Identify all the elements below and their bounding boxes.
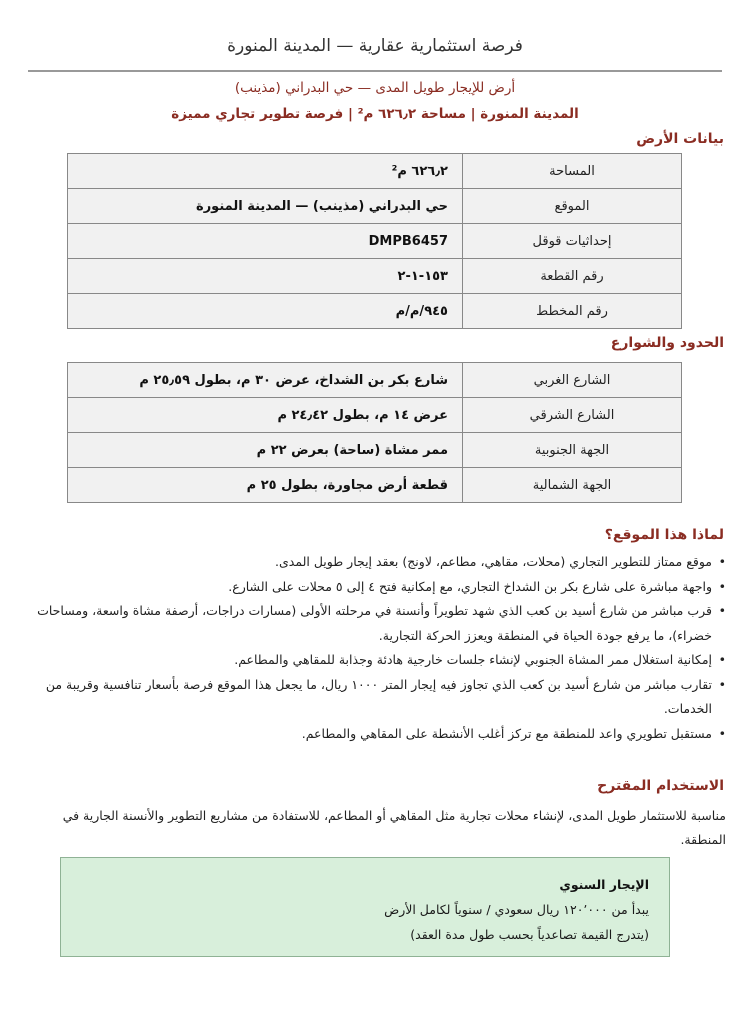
page-subtitle: أرض للإيجار طويل المدى — حي البدراني (مذينب) [234,80,516,96]
page-title: فرصة استثمارية عقارية — المدينة المنورة [227,36,523,56]
table-row [68,224,682,259]
rent-amount: يبدأ من ١٢٠٬٠٠٠ ريال سعودي / سنوياً لكامل الأرض [384,902,649,917]
row-value: ١٥٣-١-٢ [68,259,463,294]
row-label: الشارع الشرقي [463,398,682,433]
table-row [68,468,682,503]
bullet-icon: • [718,725,726,741]
row-label: الموقع [463,189,682,224]
row-value: عرض ١٤ م، بطول ٢٤٫٤٢ م [68,398,463,433]
row-label: المساحة [463,154,682,189]
rent-note: (يتدرج القيمة تصاعدياً بحسب طول مدة العقد) [410,927,649,942]
table-row [68,363,682,398]
list-item [20,648,726,673]
list-item-text: قرب مباشر من شارع أسيد بن كعب الذي شهد تطويراً وأنسنة في مرحلته الأولى (مسارات دراجات، أرصفة مشاة واسعة، ومساحات خضراء)، ما يرفع جودة الحياة في المنطقة ويعزز الحركة التجارية. [37,603,712,643]
land-table [67,153,682,329]
list-item-text: موقع ممتاز للتطوير التجاري (محلات، مقاهي، مطاعم، لاونج) بعقد إيجار طويل المدى. [275,554,712,569]
row-label: رقم المخطط [463,294,682,329]
row-value: قطعة أرض مجاورة، بطول ٢٥ م [68,468,463,503]
usage-heading: الاستخدام المقترح [597,778,724,794]
list-item-text: تقارب مباشر من شارع أسيد بن كعب الذي تجاوز فيه إيجار المتر ١٠٠٠ ريال، ما يجعل هذا الموقع فرصة بأسعار تنافسية وقريبة من الخدمات. [45,676,712,716]
list-item [20,599,726,648]
table-row [68,189,682,224]
bullet-icon: • [718,652,726,667]
list-item [20,673,726,722]
why-heading: لماذا هذا الموقع؟ [604,527,724,543]
borders-heading: الحدود والشوارع [610,335,724,351]
row-label: إحداثيات قوقل [463,224,682,259]
row-value: ٦٢٦٫٢ م² [68,154,463,189]
row-label: الجهة الشمالية [463,468,682,503]
row-value: حي البدراني (مذينب) — المدينة المنورة [68,189,463,224]
bullet-icon: • [718,578,726,594]
usage-text: مناسبة للاستثمار طويل المدى، لإنشاء محلات تجارية مثل المقاهي أو المطاعم، للاستفادة من مشاريع التطوير والأنسنة الجارية في المنطقة. [62,808,726,847]
rent-box [60,857,670,957]
row-value: ممر مشاة (ساحة) بعرض ٢٢ م [68,433,463,468]
bullet-icon: • [718,554,726,569]
table-row [68,433,682,468]
list-item [20,550,726,575]
why-list [20,550,726,746]
table-row [68,154,682,189]
bullet-icon: • [718,603,726,618]
row-label: الشارع الغربي [463,363,682,398]
row-label: رقم القطعة [463,259,682,294]
row-value: DMPB6457 [68,224,463,259]
list-item-text: مستقبل تطويري واعد للمنطقة مع تركز أغلب الأنشطة على المقاهي والمطاعم. [301,725,712,741]
rent-heading: الإيجار السنوي [559,877,649,892]
row-label: الجهة الجنوبية [463,433,682,468]
list-item [20,575,726,600]
row-value: ٩٤٥/م/م [68,294,463,329]
land-heading: بيانات الأرض [636,131,724,147]
borders-table [67,362,682,503]
table-row [68,259,682,294]
title-divider [28,70,722,72]
list-item-text: إمكانية استغلال ممر المشاة الجنوبي لإنشاء جلسات خارجية هادئة وجذابة للمقاهي والمطاعم. [234,652,712,667]
row-value: شارع بكر بن الشداخ، عرض ٣٠ م، بطول ٢٥٫٥٩ م [68,363,463,398]
list-item [20,722,726,747]
page-tagline: المدينة المنورة | مساحة ٦٢٦٫٢ م² | فرصة تطوير تجاري مميزة [171,106,579,122]
bullet-icon: • [718,676,726,692]
table-row [68,398,682,433]
list-item-text: واجهة مباشرة على شارع بكر بن الشداخ التجاري، مع إمكانية فتح ٤ إلى ٥ محلات على الشارع. [228,578,712,594]
table-row [68,294,682,329]
